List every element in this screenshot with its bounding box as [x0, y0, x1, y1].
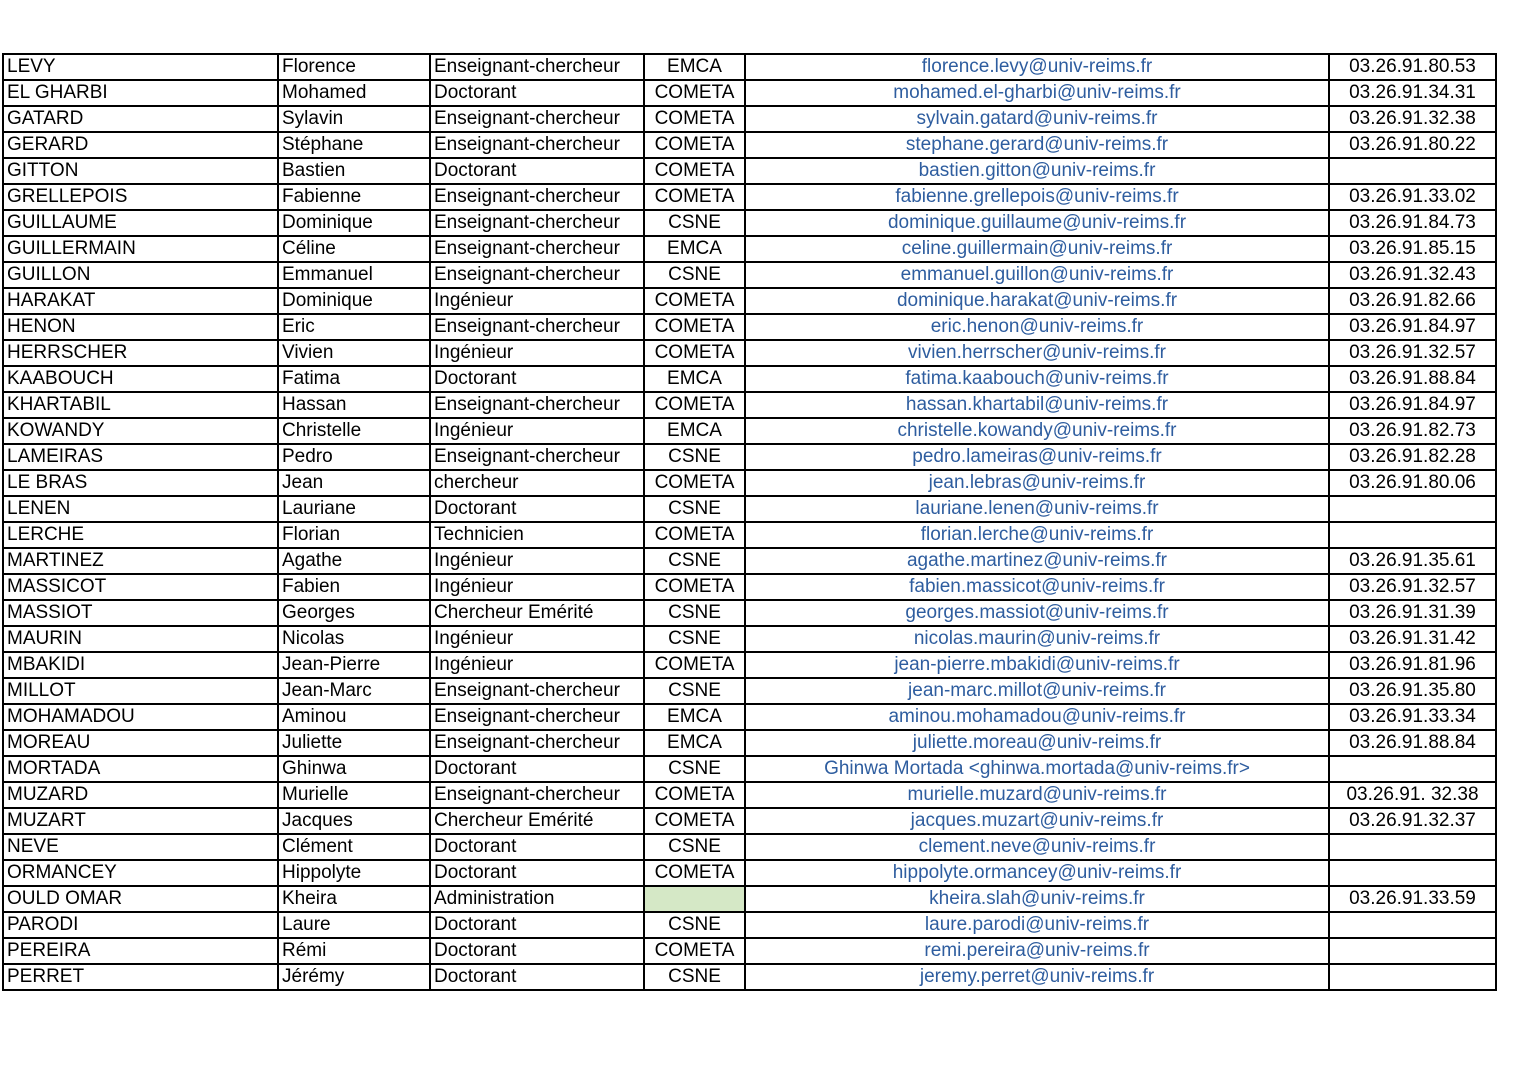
- first-name-cell: Emmanuel: [278, 262, 430, 288]
- email-link[interactable]: jean-pierre.mbakidi@univ-reims.fr: [745, 652, 1329, 678]
- phone-cell: 03.26.91.32.37: [1329, 808, 1496, 834]
- first-name-cell: Agathe: [278, 548, 430, 574]
- email-link[interactable]: aminou.mohamadou@univ-reims.fr: [745, 704, 1329, 730]
- table-row: [3, 210, 1496, 236]
- table-row: [3, 262, 1496, 288]
- table-row: [3, 340, 1496, 366]
- first-name-cell: Vivien: [278, 340, 430, 366]
- status-cell: Doctorant: [430, 496, 644, 522]
- table-row: [3, 964, 1496, 990]
- last-name-cell: GATARD: [3, 106, 278, 132]
- status-cell: Doctorant: [430, 964, 644, 990]
- status-cell: Doctorant: [430, 860, 644, 886]
- email-link[interactable]: florian.lerche@univ-reims.fr: [745, 522, 1329, 548]
- last-name-cell: GERARD: [3, 132, 278, 158]
- team-cell: EMCA: [644, 704, 745, 730]
- first-name-cell: Aminou: [278, 704, 430, 730]
- team-cell: COMETA: [644, 132, 745, 158]
- phone-cell: 03.26.91.84.73: [1329, 210, 1496, 236]
- status-cell: Technicien: [430, 522, 644, 548]
- team-cell: CSNE: [644, 756, 745, 782]
- phone-cell: 03.26.91.31.42: [1329, 626, 1496, 652]
- last-name-cell: MILLOT: [3, 678, 278, 704]
- first-name-cell: Jacques: [278, 808, 430, 834]
- first-name-cell: Rémi: [278, 938, 430, 964]
- last-name-cell: KAABOUCH: [3, 366, 278, 392]
- table-row: [3, 808, 1496, 834]
- phone-cell: 03.26.91.32.57: [1329, 340, 1496, 366]
- table-row: [3, 158, 1496, 184]
- team-cell: COMETA: [644, 288, 745, 314]
- first-name-cell: Bastien: [278, 158, 430, 184]
- phone-cell: 03.26.91.88.84: [1329, 730, 1496, 756]
- team-cell: CSNE: [644, 626, 745, 652]
- table-row: [3, 522, 1496, 548]
- table-row: [3, 236, 1496, 262]
- first-name-cell: Laure: [278, 912, 430, 938]
- last-name-cell: OULD OMAR: [3, 886, 278, 912]
- email-link[interactable]: emmanuel.guillon@univ-reims.fr: [745, 262, 1329, 288]
- phone-cell: 03.26.91.81.96: [1329, 652, 1496, 678]
- phone-cell: [1329, 756, 1496, 782]
- staff-directory-table: [2, 53, 1497, 991]
- last-name-cell: GRELLEPOIS: [3, 184, 278, 210]
- team-cell: COMETA: [644, 574, 745, 600]
- email-link[interactable]: murielle.muzard@univ-reims.fr: [745, 782, 1329, 808]
- email-link[interactable]: dominique.harakat@univ-reims.fr: [745, 288, 1329, 314]
- status-cell: Enseignant-chercheur: [430, 236, 644, 262]
- first-name-cell: Kheira: [278, 886, 430, 912]
- status-cell: Ingénieur: [430, 418, 644, 444]
- last-name-cell: NEVE: [3, 834, 278, 860]
- status-cell: Doctorant: [430, 80, 644, 106]
- first-name-cell: Mohamed: [278, 80, 430, 106]
- table-row: [3, 132, 1496, 158]
- last-name-cell: KOWANDY: [3, 418, 278, 444]
- status-cell: Doctorant: [430, 938, 644, 964]
- status-cell: Enseignant-chercheur: [430, 392, 644, 418]
- email-link[interactable]: dominique.guillaume@univ-reims.fr: [745, 210, 1329, 236]
- last-name-cell: HARAKAT: [3, 288, 278, 314]
- last-name-cell: LEVY: [3, 54, 278, 80]
- table-row: [3, 938, 1496, 964]
- table-row: [3, 678, 1496, 704]
- phone-cell: 03.26.91.80.06: [1329, 470, 1496, 496]
- last-name-cell: MASSICOT: [3, 574, 278, 600]
- last-name-cell: GUILLON: [3, 262, 278, 288]
- table-row: [3, 574, 1496, 600]
- first-name-cell: Fatima: [278, 366, 430, 392]
- team-cell: COMETA: [644, 340, 745, 366]
- first-name-cell: Clément: [278, 834, 430, 860]
- status-cell: Enseignant-chercheur: [430, 184, 644, 210]
- team-cell: CSNE: [644, 548, 745, 574]
- status-cell: Doctorant: [430, 834, 644, 860]
- first-name-cell: Jean: [278, 470, 430, 496]
- team-cell: CSNE: [644, 912, 745, 938]
- team-cell: COMETA: [644, 652, 745, 678]
- last-name-cell: EL GHARBI: [3, 80, 278, 106]
- email-link[interactable]: celine.guillermain@univ-reims.fr: [745, 236, 1329, 262]
- email-link[interactable]: lauriane.lenen@univ-reims.fr: [745, 496, 1329, 522]
- team-cell: COMETA: [644, 392, 745, 418]
- phone-cell: 03.26.91.35.61: [1329, 548, 1496, 574]
- team-cell: CSNE: [644, 444, 745, 470]
- table-row: [3, 496, 1496, 522]
- email-link[interactable]: sylvain.gatard@univ-reims.fr: [745, 106, 1329, 132]
- table-row: [3, 834, 1496, 860]
- table-row: [3, 704, 1496, 730]
- status-cell: Chercheur Emérité: [430, 600, 644, 626]
- email-link[interactable]: christelle.kowandy@univ-reims.fr: [745, 418, 1329, 444]
- email-link[interactable]: jean-marc.millot@univ-reims.fr: [745, 678, 1329, 704]
- table-row: [3, 730, 1496, 756]
- last-name-cell: MARTINEZ: [3, 548, 278, 574]
- team-cell: EMCA: [644, 418, 745, 444]
- first-name-cell: Ghinwa: [278, 756, 430, 782]
- first-name-cell: Céline: [278, 236, 430, 262]
- table-row: [3, 288, 1496, 314]
- status-cell: Enseignant-chercheur: [430, 132, 644, 158]
- status-cell: Ingénieur: [430, 288, 644, 314]
- last-name-cell: KHARTABIL: [3, 392, 278, 418]
- phone-cell: [1329, 496, 1496, 522]
- phone-cell: [1329, 860, 1496, 886]
- first-name-cell: Juliette: [278, 730, 430, 756]
- status-cell: Ingénieur: [430, 652, 644, 678]
- last-name-cell: MUZART: [3, 808, 278, 834]
- email-link[interactable]: laure.parodi@univ-reims.fr: [745, 912, 1329, 938]
- status-cell: Enseignant-chercheur: [430, 54, 644, 80]
- first-name-cell: Christelle: [278, 418, 430, 444]
- table-row: [3, 366, 1496, 392]
- table-row: [3, 106, 1496, 132]
- team-cell: EMCA: [644, 54, 745, 80]
- status-cell: Enseignant-chercheur: [430, 444, 644, 470]
- email-link[interactable]: pedro.lameiras@univ-reims.fr: [745, 444, 1329, 470]
- table-row: [3, 314, 1496, 340]
- table-row: [3, 444, 1496, 470]
- table-row: [3, 600, 1496, 626]
- email-link[interactable]: fabien.massicot@univ-reims.fr: [745, 574, 1329, 600]
- table-row: [3, 418, 1496, 444]
- table-row: [3, 886, 1496, 912]
- table-row: [3, 626, 1496, 652]
- email-link[interactable]: georges.massiot@univ-reims.fr: [745, 600, 1329, 626]
- last-name-cell: LAMEIRAS: [3, 444, 278, 470]
- email-link[interactable]: clement.neve@univ-reims.fr: [745, 834, 1329, 860]
- phone-cell: 03.26.91.80.22: [1329, 132, 1496, 158]
- last-name-cell: MORTADA: [3, 756, 278, 782]
- email-link[interactable]: stephane.gerard@univ-reims.fr: [745, 132, 1329, 158]
- status-cell: Ingénieur: [430, 574, 644, 600]
- team-cell: COMETA: [644, 184, 745, 210]
- email-link[interactable]: bastien.gitton@univ-reims.fr: [745, 158, 1329, 184]
- first-name-cell: Nicolas: [278, 626, 430, 652]
- phone-cell: 03.26.91.33.59: [1329, 886, 1496, 912]
- team-cell: EMCA: [644, 730, 745, 756]
- first-name-cell: Dominique: [278, 210, 430, 236]
- table-row: [3, 756, 1496, 782]
- table-row: [3, 54, 1496, 80]
- first-name-cell: Jean-Pierre: [278, 652, 430, 678]
- phone-cell: 03.26.91.80.53: [1329, 54, 1496, 80]
- last-name-cell: GUILLAUME: [3, 210, 278, 236]
- status-cell: Doctorant: [430, 912, 644, 938]
- email-link[interactable]: Ghinwa Mortada <ghinwa.mortada@univ-reims.fr>: [745, 756, 1329, 782]
- status-cell: Enseignant-chercheur: [430, 314, 644, 340]
- team-cell: CSNE: [644, 678, 745, 704]
- phone-cell: 03.26.91.82.66: [1329, 288, 1496, 314]
- email-link[interactable]: florence.levy@univ-reims.fr: [745, 54, 1329, 80]
- status-cell: Enseignant-chercheur: [430, 106, 644, 132]
- last-name-cell: MAURIN: [3, 626, 278, 652]
- last-name-cell: PERRET: [3, 964, 278, 990]
- first-name-cell: Stéphane: [278, 132, 430, 158]
- phone-cell: 03.26.91.82.73: [1329, 418, 1496, 444]
- status-cell: chercheur: [430, 470, 644, 496]
- status-cell: Enseignant-chercheur: [430, 678, 644, 704]
- team-cell: COMETA: [644, 314, 745, 340]
- first-name-cell: Georges: [278, 600, 430, 626]
- first-name-cell: Murielle: [278, 782, 430, 808]
- first-name-cell: Hassan: [278, 392, 430, 418]
- phone-cell: [1329, 522, 1496, 548]
- email-link[interactable]: jacques.muzart@univ-reims.fr: [745, 808, 1329, 834]
- phone-cell: 03.26.91.34.31: [1329, 80, 1496, 106]
- email-link[interactable]: remi.pereira@univ-reims.fr: [745, 938, 1329, 964]
- first-name-cell: Lauriane: [278, 496, 430, 522]
- phone-cell: 03.26.91.33.02: [1329, 184, 1496, 210]
- first-name-cell: Fabien: [278, 574, 430, 600]
- team-cell: CSNE: [644, 600, 745, 626]
- phone-cell: 03.26.91.32.38: [1329, 106, 1496, 132]
- team-cell: COMETA: [644, 782, 745, 808]
- team-cell: CSNE: [644, 964, 745, 990]
- first-name-cell: Hippolyte: [278, 860, 430, 886]
- last-name-cell: MBAKIDI: [3, 652, 278, 678]
- team-cell: COMETA: [644, 106, 745, 132]
- table-row: [3, 470, 1496, 496]
- team-cell: CSNE: [644, 262, 745, 288]
- status-cell: Doctorant: [430, 158, 644, 184]
- team-cell: COMETA: [644, 522, 745, 548]
- team-cell: CSNE: [644, 834, 745, 860]
- table-row: [3, 912, 1496, 938]
- last-name-cell: HERRSCHER: [3, 340, 278, 366]
- first-name-cell: Jérémy: [278, 964, 430, 990]
- phone-cell: [1329, 158, 1496, 184]
- phone-cell: 03.26.91.35.80: [1329, 678, 1496, 704]
- last-name-cell: GUILLERMAIN: [3, 236, 278, 262]
- phone-cell: [1329, 964, 1496, 990]
- team-cell: COMETA: [644, 158, 745, 184]
- status-cell: Enseignant-chercheur: [430, 210, 644, 236]
- last-name-cell: HENON: [3, 314, 278, 340]
- status-cell: Administration: [430, 886, 644, 912]
- phone-cell: [1329, 912, 1496, 938]
- phone-cell: 03.26.91.84.97: [1329, 314, 1496, 340]
- status-cell: Enseignant-chercheur: [430, 782, 644, 808]
- table-row: [3, 80, 1496, 106]
- table-row: [3, 184, 1496, 210]
- team-cell: EMCA: [644, 366, 745, 392]
- phone-cell: 03.26.91.82.28: [1329, 444, 1496, 470]
- email-link[interactable]: jeremy.perret@univ-reims.fr: [745, 964, 1329, 990]
- phone-cell: 03.26.91.84.97: [1329, 392, 1496, 418]
- last-name-cell: LERCHE: [3, 522, 278, 548]
- phone-cell: 03.26.91.33.34: [1329, 704, 1496, 730]
- last-name-cell: GITTON: [3, 158, 278, 184]
- email-link[interactable]: hippolyte.ormancey@univ-reims.fr: [745, 860, 1329, 886]
- phone-cell: 03.26.91. 32.38: [1329, 782, 1496, 808]
- table-row: [3, 652, 1496, 678]
- status-cell: Enseignant-chercheur: [430, 262, 644, 288]
- status-cell: Enseignant-chercheur: [430, 704, 644, 730]
- first-name-cell: Florian: [278, 522, 430, 548]
- email-link[interactable]: mohamed.el-gharbi@univ-reims.fr: [745, 80, 1329, 106]
- table-row: [3, 782, 1496, 808]
- table-row: [3, 392, 1496, 418]
- team-cell: EMCA: [644, 236, 745, 262]
- first-name-cell: Dominique: [278, 288, 430, 314]
- email-link[interactable]: juliette.moreau@univ-reims.fr: [745, 730, 1329, 756]
- phone-cell: 03.26.91.88.84: [1329, 366, 1496, 392]
- last-name-cell: MOREAU: [3, 730, 278, 756]
- first-name-cell: Sylavin: [278, 106, 430, 132]
- team-cell: CSNE: [644, 496, 745, 522]
- table-row: [3, 548, 1496, 574]
- email-link[interactable]: jean.lebras@univ-reims.fr: [745, 470, 1329, 496]
- phone-cell: 03.26.91.32.43: [1329, 262, 1496, 288]
- phone-cell: 03.26.91.31.39: [1329, 600, 1496, 626]
- team-cell: COMETA: [644, 808, 745, 834]
- last-name-cell: ORMANCEY: [3, 860, 278, 886]
- last-name-cell: MUZARD: [3, 782, 278, 808]
- last-name-cell: LE BRAS: [3, 470, 278, 496]
- status-cell: Chercheur Emérité: [430, 808, 644, 834]
- table-row: [3, 860, 1496, 886]
- status-cell: Ingénieur: [430, 626, 644, 652]
- last-name-cell: MASSIOT: [3, 600, 278, 626]
- first-name-cell: Jean-Marc: [278, 678, 430, 704]
- first-name-cell: Fabienne: [278, 184, 430, 210]
- first-name-cell: Eric: [278, 314, 430, 340]
- first-name-cell: Florence: [278, 54, 430, 80]
- status-cell: Ingénieur: [430, 548, 644, 574]
- email-link[interactable]: fatima.kaabouch@univ-reims.fr: [745, 366, 1329, 392]
- email-link[interactable]: vivien.herrscher@univ-reims.fr: [745, 340, 1329, 366]
- phone-cell: [1329, 834, 1496, 860]
- team-cell: COMETA: [644, 80, 745, 106]
- email-link[interactable]: kheira.slah@univ-reims.fr: [745, 886, 1329, 912]
- table-body: [3, 54, 1496, 990]
- status-cell: Ingénieur: [430, 340, 644, 366]
- first-name-cell: Pedro: [278, 444, 430, 470]
- team-cell: CSNE: [644, 210, 745, 236]
- phone-cell: [1329, 938, 1496, 964]
- team-cell: COMETA: [644, 470, 745, 496]
- last-name-cell: PEREIRA: [3, 938, 278, 964]
- team-cell: [644, 886, 745, 912]
- email-link[interactable]: eric.henon@univ-reims.fr: [745, 314, 1329, 340]
- last-name-cell: PARODI: [3, 912, 278, 938]
- last-name-cell: MOHAMADOU: [3, 704, 278, 730]
- status-cell: Enseignant-chercheur: [430, 730, 644, 756]
- email-link[interactable]: fabienne.grellepois@univ-reims.fr: [745, 184, 1329, 210]
- status-cell: Doctorant: [430, 756, 644, 782]
- email-link[interactable]: nicolas.maurin@univ-reims.fr: [745, 626, 1329, 652]
- email-link[interactable]: agathe.martinez@univ-reims.fr: [745, 548, 1329, 574]
- phone-cell: 03.26.91.85.15: [1329, 236, 1496, 262]
- status-cell: Doctorant: [430, 366, 644, 392]
- team-cell: COMETA: [644, 938, 745, 964]
- email-link[interactable]: hassan.khartabil@univ-reims.fr: [745, 392, 1329, 418]
- team-cell: COMETA: [644, 860, 745, 886]
- phone-cell: 03.26.91.32.57: [1329, 574, 1496, 600]
- last-name-cell: LENEN: [3, 496, 278, 522]
